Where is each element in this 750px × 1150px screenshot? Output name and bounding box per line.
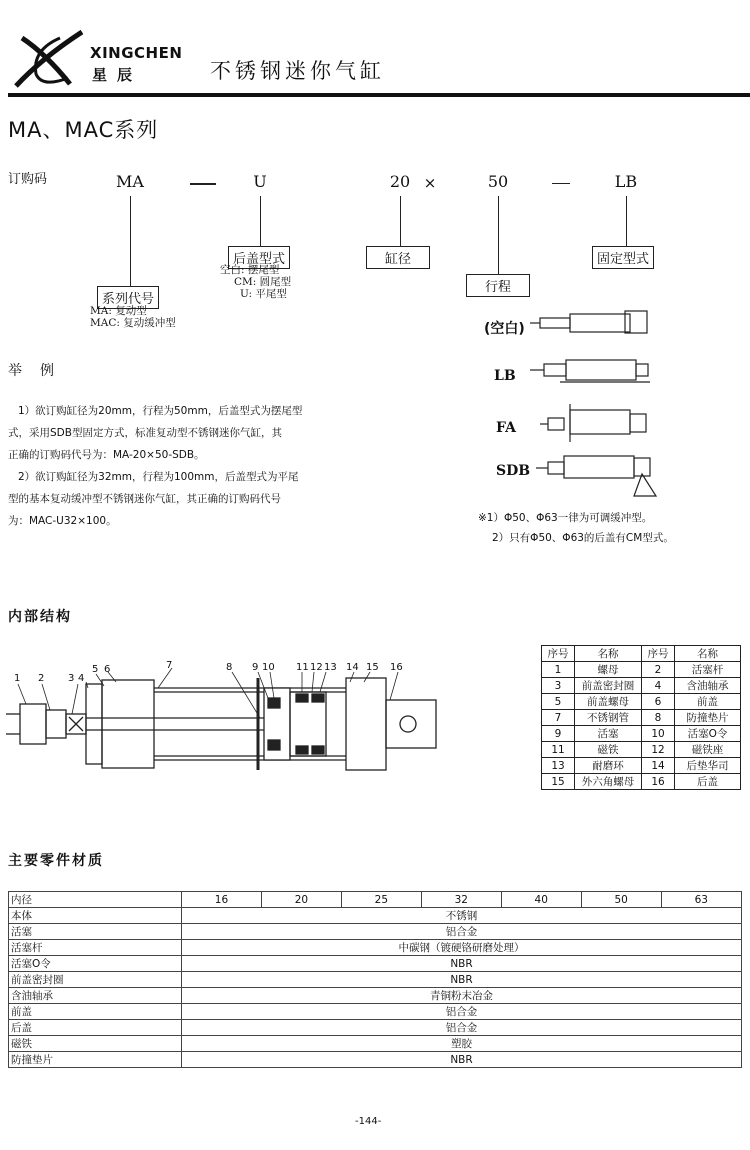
mount-label-fa: FA [496, 420, 516, 436]
bore-col: 25 [341, 892, 421, 908]
material-part: 含油轴承 [9, 988, 182, 1004]
part-no: 12 [642, 742, 675, 758]
mount-label-lb: LB [494, 368, 516, 384]
callout-12: 12 [310, 662, 323, 673]
page-title: MA、MAC系列 [8, 118, 159, 142]
mount-box: 固定型式 [592, 246, 654, 269]
mount-styles-drawing [530, 306, 660, 506]
material-part: 防撞垫片 [9, 1052, 182, 1068]
part-name: 活塞 [575, 726, 642, 742]
rear-note-1: 空白: 摆尾型 [220, 264, 280, 276]
table-row [9, 1036, 742, 1052]
material-value: 不锈钢 [182, 908, 742, 924]
material-value: 塑胶 [182, 1036, 742, 1052]
material-part: 磁铁 [9, 1036, 182, 1052]
footnote-2: 2）只有Φ50、Φ63的后盖有CM型式。 [492, 532, 674, 544]
callout-8: 8 [226, 662, 233, 673]
example-title: 举 例 [8, 363, 56, 379]
part-no: 13 [542, 758, 575, 774]
parts-header-no-1: 序号 [542, 646, 575, 662]
part-no: 6 [642, 694, 675, 710]
structure-title: 内部结构 [8, 609, 72, 625]
bore-col: 16 [182, 892, 262, 908]
series-box: 系列代号 [97, 286, 159, 309]
example-line-2: 式，采用SDB型固定方式，标准复动型不锈钢迷你气缸，其 [8, 427, 282, 439]
part-no: 14 [642, 758, 675, 774]
bore-col: 32 [421, 892, 501, 908]
header-rule [8, 93, 750, 97]
callout-14: 14 [346, 662, 359, 673]
table-row [9, 1004, 742, 1020]
bore-col: 40 [501, 892, 581, 908]
connector-bore [400, 196, 401, 246]
parts-table [541, 645, 741, 790]
part-no: 5 [542, 694, 575, 710]
order-code-label: 订购码 [8, 172, 48, 187]
part-no: 11 [542, 742, 575, 758]
part-name: 后垫华司 [675, 758, 741, 774]
brand-name-en: XINGCHEN [90, 44, 183, 62]
material-value: 铝合金 [182, 924, 742, 940]
part-name: 活塞杆 [675, 662, 741, 678]
materials-table [8, 891, 742, 1068]
part-no: 2 [642, 662, 675, 678]
callout-15: 15 [366, 662, 379, 673]
material-value: NBR [182, 972, 742, 988]
parts-table-header [542, 646, 741, 662]
part-name: 含油轴承 [675, 678, 741, 694]
part-no: 16 [642, 774, 675, 790]
header-title: 不锈钢迷你气缸 [210, 59, 385, 83]
example-line-3: 正确的订购码代号为：MA-20×50-SDB。 [8, 449, 205, 461]
code-times: × [423, 174, 437, 192]
material-part: 活塞 [9, 924, 182, 940]
table-row [9, 972, 742, 988]
callout-13: 13 [324, 662, 337, 673]
series-note-2: MAC: 复动缓冲型 [90, 317, 176, 329]
material-part: 本体 [9, 908, 182, 924]
parts-header-name-2: 名称 [675, 646, 741, 662]
bore-box: 缸径 [366, 246, 430, 269]
part-no: 9 [542, 726, 575, 742]
part-name: 外六角螺母 [575, 774, 642, 790]
mount-label-sdb: SDB [496, 463, 531, 479]
part-no: 10 [642, 726, 675, 742]
callout-9: 9 [252, 662, 259, 673]
xingchen-logo-icon [12, 28, 88, 90]
part-name: 防撞垫片 [675, 710, 741, 726]
part-name: 前盖螺母 [575, 694, 642, 710]
material-value: 青铜粉末冶金 [182, 988, 742, 1004]
stroke-box: 行程 [466, 274, 530, 297]
example-line-6: 为：MAC-U32×100。 [8, 515, 117, 527]
callout-2: 2 [38, 673, 45, 684]
bore-col: 50 [581, 892, 661, 908]
material-part: 活塞O令 [9, 956, 182, 972]
code-stroke: 50 [487, 172, 509, 191]
example-line-1: 1）欲订购缸径为20mm，行程为50mm，后盖型式为摆尾型 [18, 405, 303, 417]
part-name: 不锈钢管 [575, 710, 642, 726]
page-number: -144- [355, 1116, 382, 1127]
mount-label-blank: (空白) [484, 321, 525, 337]
callout-1: 1 [14, 673, 21, 684]
table-row [9, 1020, 742, 1036]
code-series: MA [116, 172, 144, 191]
table-row [542, 662, 741, 678]
part-name: 前盖 [675, 694, 741, 710]
code-dash-2 [552, 183, 570, 184]
callout-11: 11 [296, 662, 309, 673]
table-row [542, 742, 741, 758]
table-row [542, 758, 741, 774]
table-row [9, 908, 742, 924]
material-part: 前盖密封圈 [9, 972, 182, 988]
code-mount: LB [614, 172, 638, 191]
part-no: 4 [642, 678, 675, 694]
code-rear: U [253, 172, 267, 191]
part-name: 螺母 [575, 662, 642, 678]
connector-stroke [498, 196, 499, 274]
part-no: 8 [642, 710, 675, 726]
rear-note-2: CM: 圆尾型 [234, 276, 292, 288]
callout-3: 3 [68, 673, 75, 684]
callout-10: 10 [262, 662, 275, 673]
material-part: 前盖 [9, 1004, 182, 1020]
table-row [9, 924, 742, 940]
example-line-5: 型的基本复动缓冲型不锈钢迷你气缸，其正确的订购码代号 [8, 493, 281, 505]
materials-header-row [9, 892, 742, 908]
material-part: 活塞杆 [9, 940, 182, 956]
table-row [9, 1052, 742, 1068]
materials-title: 主要零件材质 [8, 853, 104, 869]
brand-name-cn: 星辰 [92, 66, 143, 84]
material-value: NBR [182, 1052, 742, 1068]
connector-mount [626, 196, 627, 246]
part-no: 7 [542, 710, 575, 726]
callout-6: 6 [104, 664, 111, 675]
footnote-1: ※1）Φ50、Φ63一律为可调缓冲型。 [478, 512, 653, 524]
table-row [9, 940, 742, 956]
code-dash-1 [190, 183, 216, 185]
bore-col: 20 [261, 892, 341, 908]
callout-5: 5 [92, 664, 99, 675]
connector-rear [260, 196, 261, 246]
callout-16: 16 [390, 662, 403, 673]
parts-header-name-1: 名称 [575, 646, 642, 662]
connector-series [130, 196, 131, 286]
table-row [542, 774, 741, 790]
table-row [542, 710, 741, 726]
part-name: 耐磨环 [575, 758, 642, 774]
table-row [542, 678, 741, 694]
rear-cover-box: 后盖型式 [228, 246, 290, 269]
table-row [542, 726, 741, 742]
material-value: 铝合金 [182, 1020, 742, 1036]
series-note-1: MA: 复动型 [90, 305, 147, 317]
parts-header-no-2: 序号 [642, 646, 675, 662]
rear-note-3: U: 平尾型 [240, 288, 287, 300]
bore-col: 63 [661, 892, 741, 908]
part-no: 3 [542, 678, 575, 694]
material-part: 后盖 [9, 1020, 182, 1036]
table-row [542, 694, 741, 710]
materials-header-label: 内径 [9, 892, 182, 908]
material-value: 铝合金 [182, 1004, 742, 1020]
part-name: 磁铁 [575, 742, 642, 758]
part-name: 磁铁座 [675, 742, 741, 758]
part-name: 前盖密封圈 [575, 678, 642, 694]
material-value: 中碳钢（镀硬铬研磨处理） [182, 940, 742, 956]
code-bore: 20 [389, 172, 411, 191]
table-row [9, 988, 742, 1004]
callout-7: 7 [166, 660, 173, 671]
table-row [9, 956, 742, 972]
part-no: 15 [542, 774, 575, 790]
example-line-4: 2）欲订购缸径为32mm，行程为100mm，后盖型式为平尾 [18, 471, 299, 483]
material-value: NBR [182, 956, 742, 972]
part-name: 活塞O令 [675, 726, 741, 742]
part-name: 后盖 [675, 774, 741, 790]
callout-4: 4 [78, 673, 85, 684]
example-text [8, 400, 343, 532]
part-no: 1 [542, 662, 575, 678]
